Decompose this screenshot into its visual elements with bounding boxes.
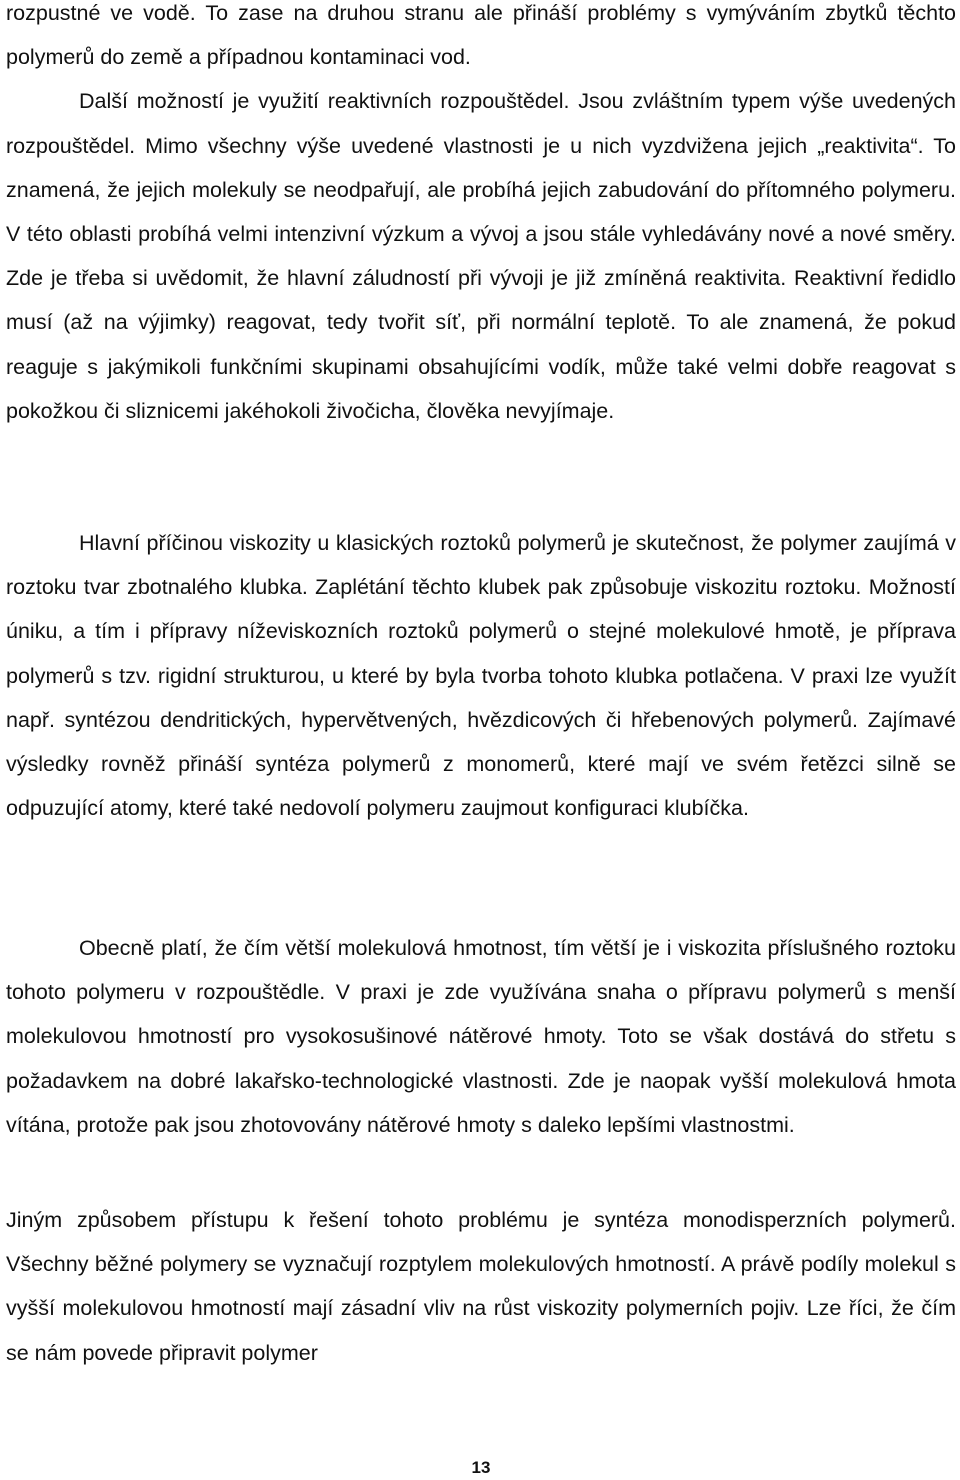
paragraph-continuation <box>6 0 956 433</box>
page-number: 13 <box>471 1458 491 1477</box>
document-page <box>6 0 956 1480</box>
paragraph-5: Jiným způsobem přístupu k řešení tohoto problému je syntéza monodisperzních polymerů. Všechny běžné polymery se vyznačují rozptylem molekulových hmotností. A právě podíly molekul s vyšší molekulovou hmotností mají zásadní vliv na růst viskozity polymerních pojiv. Lze říci, že čím se nám povede připravit polymer <box>6 1208 956 1365</box>
paragraph-1-text: rozpustné ve vodě. To zase na druhou stranu ale přináší problémy s vymýváním zbytků těchto polymerů do země a případnou kontaminaci vod. <box>6 1 956 70</box>
paragraph-2-text: Další možností je využití reaktivních rozpouštědel. Jsou zvláštním typem výše uvedených rozpouštědel. Mimo všechny výše uvedené vlastnosti je u nich vyzdvižena jejich „reaktivita“. To znamená, že jejich molekuly se neodpařují, ale probíhá jejich zabudování do přítomného polymeru. V této oblasti probíhá velmi intenzivní výzkum a vývoj a jsou stále vyhledávány nové a nové směry. Zde je třeba si uvědomit, že hlavní záludností při vývoji je již zmíněná reaktivita. Reaktivní ředidlo musí (až na výjimky) reagovat, tedy tvořit síť, při normální teplotě. To ale znamená, že pokud reaguje s jakýmikoli funkčními skupinami obsahujícími vodík, může také velmi dobře reagovat s pokožkou či sliznicemi jakéhokoli živočicha, člověka nevyjímaje. <box>6 89 956 423</box>
paragraph-3: Hlavní příčinou viskozity u klasických roztoků polymerů je skutečnost, že polymer zaujímá v roztoku tvar zbotnalého klubka. Zaplétání těchto klubek pak způsobuje viskozitu roztoku. Možností úniku, a tím i přípravy níževiskozních roztoků polymerů o stejné molekulové hmotě, je příprava polymerů s tzv. rigidní strukturou, u které by byla tvorba tohoto klubka potlačena. V praxi lze využít např. syntézou dendritických, hypervětvených, hvězdicových či hřebenových polymerů. Zajímavé výsledky rovněž přináší syntéza polymerů z monomerů, které mají ve svém řetězci silně se odpuzující atomy, které také nedovolí polymeru zaujmout konfiguraci klubíčka. <box>6 531 956 821</box>
paragraph-4: Obecně platí, že čím větší molekulová hmotnost, tím větší je i viskozita příslušného roztoku tohoto polymeru v rozpouštědle. V praxi je zde využívána snaha o přípravu polymerů s menší molekulovou hmotností pro vysokosušinové nátěrové hmoty. Toto se však dostává do střetu s požadavkem na dobré lakařsko-technologické vlastnosti. Zde je naopak vyšší molekulová hmota vítána, protože pak jsou zhotovovány nátěrové hmoty s daleko lepšími vlastnostmi. <box>6 936 956 1137</box>
